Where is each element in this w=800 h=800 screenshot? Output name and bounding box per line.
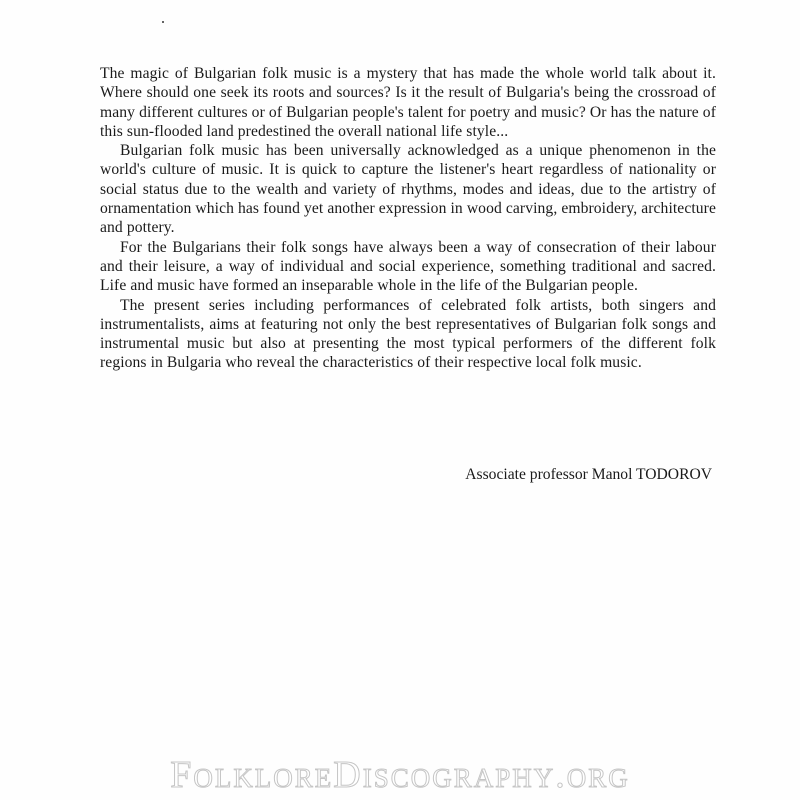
paragraph-2: Bulgarian folk music has been universally acknowledged as a unique phenomenon in the world's culture of music. It is quick to capture the listener's heart regardless of nationality or social status due to the wealth and variety of rhythms, modes and ideas, due to the artistry of ornamentation which has found yet another expression in wood carving, embroidery, architecture and pottery.: [100, 142, 716, 237]
paper-speck: [162, 21, 164, 23]
paragraph-4: The present series including performances of celebrated folk artists, both singers and instrumentalists, aims at featuring not only the best representatives of Bulgarian folk songs and instrumental music but also at presenting the most typical performers of the different folk regions in Bulgaria who reveal the characteristics of their respective local folk music.: [100, 296, 716, 372]
watermark-text: FolkloreDiscography.org: [170, 754, 630, 796]
author-signature: Associate professor Manol TODOROV: [465, 466, 712, 483]
paragraph-1: The magic of Bulgarian folk music is a mystery that has made the whole world talk about it. Where should one seek its roots and sources? Is it the result of Bulgaria's being the crossroad of many different cultures or of Bulgarian people's talent for poetry and music? Or has the nature of this sun-flooded land predestined the overall national life style...: [100, 65, 716, 140]
paragraph-3: For the Bulgarians their folk songs have always been a way of consecration of their labour and their leisure, a way of individual and social experience, something traditional and sacred. Life and music have formed an inseparable whole in the life of the Bulgarian people.: [100, 238, 716, 295]
liner-notes-text: [100, 64, 716, 373]
